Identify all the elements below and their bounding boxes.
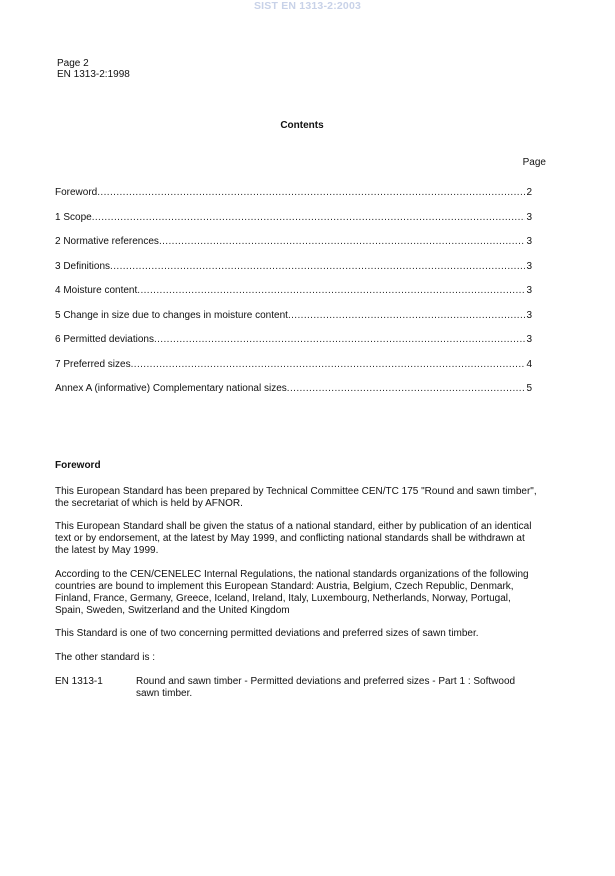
toc-dot-leader <box>287 383 526 394</box>
foreword-paragraph: The other standard is : <box>55 652 156 663</box>
toc-dot-leader <box>137 285 525 296</box>
toc-entry-label: 3 Definitions <box>55 260 111 272</box>
toc-entry-label: Foreword <box>55 187 98 198</box>
toc-entry-label: Annex A (informative) Complementary national sizes <box>55 383 287 394</box>
toc-entry-moisture-content[interactable] <box>55 285 532 310</box>
document-id: EN 1313-2:1998 <box>57 69 130 80</box>
toc-entry-permitted-deviations[interactable] <box>55 334 532 359</box>
toc-entry-page: 3 <box>526 285 532 296</box>
toc-entry-page: 5 <box>526 383 532 394</box>
foreword-paragraph: According to the CEN/CENELEC Internal Regulations, the national standards organizations of the following countries are bound to implement this European Standard: Austria, Belgium, Czech Republic, Denmark, Finland, France, Germany, Greece, Iceland, Ireland, Italy, Luxembourg, Netherlands, Norway, Portugal, Spain, Sweden, Switzerland and the United Kingdom <box>55 569 529 616</box>
toc-entry-label: 6 Permitted deviations <box>55 334 154 345</box>
table-of-contents <box>55 187 532 408</box>
toc-entry-label: 1 Scope <box>55 211 92 223</box>
toc-entry-page: 2 <box>526 187 532 198</box>
toc-entry-page: 3 <box>526 334 532 345</box>
toc-entry-page: 3 <box>526 260 532 272</box>
foreword-paragraph: This European Standard shall be given the status of a national standard, either by publication of an identical text or by endorsement, at the latest by May 1999, and conflicting national standards shall be withdrawn at the latest by May 1999. <box>55 521 532 556</box>
toc-entry-change-in-size[interactable] <box>55 310 532 335</box>
toc-dot-leader <box>131 359 526 370</box>
toc-entry-page: 4 <box>526 358 532 370</box>
toc-entry-annex-a[interactable] <box>55 383 532 408</box>
foreword-paragraph: This European Standard has been prepared by Technical Committee CEN/TC 175 "Round and sawn timber", the secretariat of which is held by AFNOR. <box>55 486 537 509</box>
reference-code: EN 1313-1 <box>55 676 103 687</box>
foreword-paragraph: This Standard is one of two concerning permitted deviations and preferred sizes of sawn timber. <box>55 628 479 639</box>
toc-entry-page: 3 <box>526 236 532 247</box>
toc-entry-preferred-sizes[interactable] <box>55 359 532 384</box>
toc-entry-label: 4 Moisture content <box>55 285 138 296</box>
toc-dot-leader <box>159 236 526 247</box>
toc-entry-foreword[interactable] <box>55 187 532 212</box>
toc-entry-page: 3 <box>526 309 532 321</box>
reference-title: Round and sawn timber - Permitted deviations and preferred sizes - Part 1 : Softwood sawn timber. <box>136 676 516 699</box>
toc-dot-leader <box>288 310 526 321</box>
watermark: SIST EN 1313-2:2003 <box>253 0 362 12</box>
toc-entry-normative-references[interactable] <box>55 236 532 261</box>
toc-dot-leader <box>110 261 525 272</box>
page-number: Page 2 <box>57 58 89 69</box>
toc-dot-leader <box>154 334 525 345</box>
toc-entry-label: 7 Preferred sizes <box>55 358 131 370</box>
page-column-heading: Page <box>522 157 546 168</box>
toc-entry-scope[interactable] <box>55 212 532 237</box>
toc-dot-leader <box>97 187 525 198</box>
toc-entry-definitions[interactable] <box>55 261 532 286</box>
toc-entry-page: 3 <box>526 211 532 223</box>
foreword-heading: Foreword <box>55 460 101 471</box>
toc-entry-label: 5 Change in size due to changes in moisture content <box>55 309 288 321</box>
toc-entry-label: 2 Normative references <box>55 236 159 247</box>
contents-title: Contents <box>280 120 324 131</box>
toc-dot-leader <box>92 212 526 223</box>
